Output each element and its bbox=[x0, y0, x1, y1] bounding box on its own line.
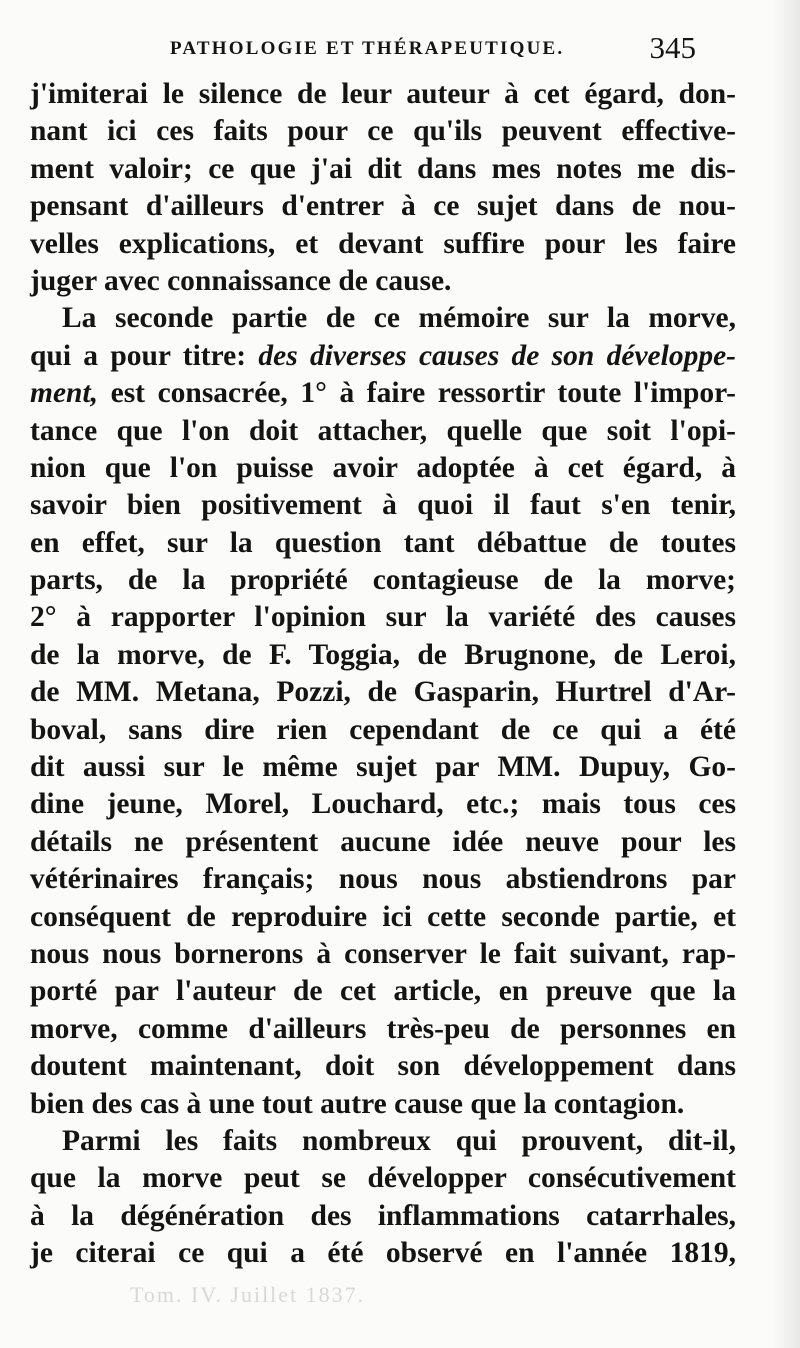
text-line: nant ici ces faits pour ce qu'ils peuvent effective- bbox=[30, 115, 736, 148]
text-line: dit aussi sur le même sujet par MM. Dupuy, Go- bbox=[30, 751, 736, 784]
text-line: tance que l'on doit attacher, quelle que soit l'opi- bbox=[30, 414, 736, 447]
text-line: nous nous bornerons à conserver le fait suivant, rap- bbox=[30, 937, 736, 970]
text-line: nion que l'on puisse avoir adoptée à cet égard, à bbox=[30, 451, 736, 484]
text-line: 2° à rapporter l'opinion sur la variété des causes bbox=[30, 601, 736, 634]
text-line: dine jeune, Morel, Louchard, etc.; mais tous ces bbox=[30, 788, 736, 821]
text-line: morve, comme d'ailleurs très-peu de personnes en bbox=[30, 1012, 736, 1045]
text-line: doutent maintenant, doit son développement dans bbox=[30, 1050, 736, 1083]
text-line: en effet, sur la question tant débattue de toutes bbox=[30, 526, 736, 559]
running-title: PATHOLOGIE ET THÉRAPEUTIQUE. bbox=[170, 38, 565, 59]
text-line: de la morve, de F. Toggia, de Brugnone, de Leroi, bbox=[30, 638, 736, 671]
text-line: parts, de la propriété contagieuse de la morve; bbox=[30, 564, 736, 597]
page-edge-shadow bbox=[772, 0, 800, 1348]
page-number: 345 bbox=[649, 30, 696, 65]
italic-title-end: ment, bbox=[30, 377, 99, 410]
text-line-with-italic bbox=[30, 338, 736, 375]
text-line: juger avec connaissance de cause. bbox=[30, 264, 452, 297]
text-line: savoir bien positivement à quoi il faut s'en tenir, bbox=[30, 489, 736, 522]
text-line: ment valoir; ce que j'ai dit dans mes notes me dis- bbox=[30, 152, 736, 185]
text-line: à la dégénération des inflammations catarrhales, bbox=[30, 1199, 736, 1232]
text-line: porté par l'auteur de cet article, en preuve que la bbox=[30, 975, 736, 1008]
text-line: pensant d'ailleurs d'entrer à ce sujet dans de nou- bbox=[30, 190, 736, 223]
text-line: La seconde partie de ce mémoire sur la morve, bbox=[62, 302, 736, 335]
text-line: boval, sans dire rien cependant de ce qui a été bbox=[30, 713, 736, 746]
text-line: Parmi les faits nombreux qui prouvent, dit-il, bbox=[62, 1124, 736, 1157]
text-line: vétérinaires français; nous nous abstiendrons par bbox=[30, 863, 736, 896]
text-line: conséquent de reproduire ici cette seconde partie, et bbox=[30, 900, 736, 933]
page-header bbox=[170, 26, 710, 66]
text-line: détails ne présentent aucune idée neuve pour les bbox=[30, 825, 736, 858]
page-body-text bbox=[30, 76, 736, 1273]
text-line: j'imiterai le silence de leur auteur à cet égard, don- bbox=[30, 78, 736, 110]
text-line-with-italic bbox=[30, 375, 736, 412]
text-line: de MM. Metana, Pozzi, de Gasparin, Hurtrel d'Ar- bbox=[30, 676, 736, 709]
text-line: je citerai ce qui a été observé en l'année 1819, bbox=[30, 1237, 736, 1270]
text-line: que la morve peut se développer consécutivement bbox=[30, 1162, 736, 1195]
text-line: velles explications, et devant suffire pour les faire bbox=[30, 227, 736, 260]
bleed-through-footer: Tom. IV. Juillet 1837. bbox=[130, 1282, 366, 1307]
text-segment: qui a pour titre: bbox=[30, 339, 247, 372]
text-line: bien des cas à une tout autre cause que la contagion. bbox=[30, 1087, 685, 1120]
italic-title: des diverses causes de son développe- bbox=[258, 339, 736, 372]
text-segment: est consacrée, 1° à faire ressortir toute l'impor- bbox=[110, 377, 736, 410]
